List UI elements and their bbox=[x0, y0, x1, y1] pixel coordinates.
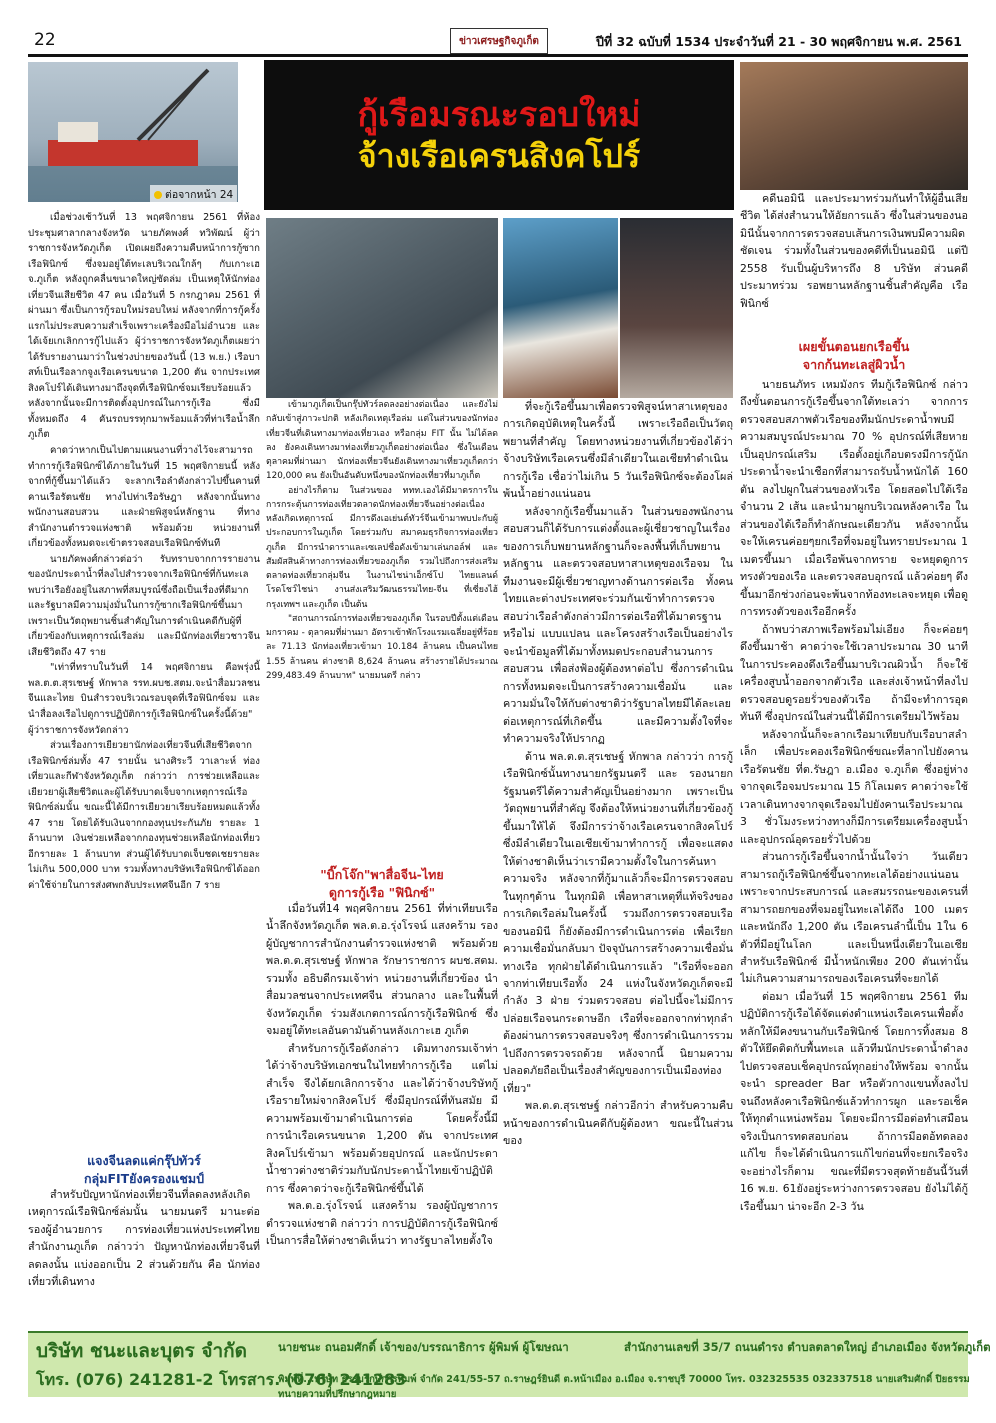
column-4-continued bbox=[740, 376, 968, 1328]
paragraph: เข้ามาภูเก็ตเป็นกรุ๊ปทัวร์ลดลงอย่างต่อเนื่อง และยังไม่กลับเข้าสู่ภาวะปกติ หลังเกิดเหตุเรือล่ม แต่ในส่วนของนักท่องเที่ยวจีนที่เดินทางมาท่องเที่ยวเอง หรือกลุ่ม FIT นั้น ไม่ได้ลดลง ยังคงเดินทางมาท่องเที่ยวภูเก็ตอย่างต่อเนื่อง ซึ่งในเดือนตุลาคมที่ผ่านมา นักท่องเที่ยวจีนยังเดินทางมาเที่ยวภูเก็ตกว่า 120,000 คน ยังเป็นอันดับหนึ่งของนักท่องเที่ยวที่มาภูเก็ต bbox=[266, 400, 498, 482]
footer-company: บริษัท ชนะและบุตร จำกัด bbox=[36, 1340, 247, 1362]
crane-ship-illustration bbox=[28, 62, 238, 202]
footer-address: สำนักงานเลขที่ 35/7 ถนนดำรง ตำบลตลาดใหญ่ อำเภอเมือง จังหวัดภูเก็ต bbox=[624, 1340, 991, 1354]
page-number: 22 bbox=[34, 30, 56, 50]
subheading-media bbox=[266, 866, 498, 902]
paragraph: "สถานการณ์การท่องเที่ยวของภูเก็ต ในรอบปีตั้งแต่เดือน มกราคม - ตุลาคมที่ผ่านมา อัตราเข้าพักโรงแรมเฉลี่ยอยู่ที่ร้อยละ 71.13 นักท่องเที่ยวเข้ามา 10.184 ล้านคน เป็นคนไทย 1.55 ล้านคน ต่างชาติ 8,624 ล้านคน สร้างรายได้ประมาณ 299,483.49 ล้านบาท" นายมนตรี กล่าว bbox=[266, 613, 498, 681]
headline-box bbox=[264, 60, 734, 210]
paragraph: หลังจากนั้นก็จะลากเรือมาเทียบกับเรือบาสลำเล็ก เพื่อประคองเรือฟินิกซ์ขณะที่ลากไปยังคานเรือรัตนชัย ที่ต.รัษฎา อ.เมือง จ.ภูเก็ต ซึ่งอยู่ห่างจากจุดเรือจมประมาณ 15 กิโลเมตร คาดว่าจะใช้เวลาเดินทางจากจุดเรือจมไปยังคานเรือประมาณ 3 ชั่วโมงระหว่างทางก็มีการเตรียมเครื่องสูบน้ำ และอุปกรณ์อุดรอยรั่วไปด้วย bbox=[740, 727, 968, 846]
paragraph: นายธนภัทร เหมมังกร ทีมกู้เรือฟินิกซ์ กล่าวถึงขั้นตอนการกู้เรือขึ้นจากใต้ทะเลว่า จากการตรวจสอบสภาพตัวเรือของทีมนักประดาน้ำพบมีความสมบูรณ์ประมาณ 70 % อุปกรณ์ที่เสียหายเป็นอุปกรณ์เสริม เรือตั้งอยู่เกือบตรงมีการกู้นักประดาน้ำจะนำเชือกที่สามารถรับน้ำหนักได้ 160 ตัน ลงไปผูกในส่วนของหัวเรือ โดยสอดไปใต้เรือจำนวน 2 เส้น และนำมาผูกบริเวณหลังคาเรือ ในส่วนของได้เรือก็ทำลักษณะเดียวกัน หลังจากนั้นจะให้เครนค่อยๆยกเรือที่จมอยู่ในทรายประมาณ 1 เมตรขึ้นมา เมื่อเรือพ้นจากทราย จะหยุดดูการทรงตัวของเรือ และตรวจสอบอุกรณ์ แล้วค่อยๆ ดึงขึ้นมาอีกช่วงก่อนจะพ้นจากท้องทะเลจะหยุด เพื่อดูการทรงตัวของเรืออีกครั้ง bbox=[740, 378, 968, 619]
subheading-line: เผยขั้นตอนยกเรือขึ้น bbox=[798, 339, 910, 354]
issue-info: ปีที่ 32 ฉบับที่ 1534 ประจำวันที่ 21 - 30 พฤศจิกายน พ.ศ. 2561 bbox=[596, 34, 962, 49]
paragraph: ด้าน พล.ต.ต.สุรเชษฐ์ หักพาล กล่าวว่า การกู้เรือฟินิกซ์นั้นทางนายกรัฐมนตรี และ รองนายกรัฐมนตรีได้ความสำคัญเป็นอย่างมาก เพราะเป็นวัตถุพยานที่สำคัญ จึงต้องให้หน่วยงานที่เกี่ยวข้องกู้ขึ้นมาให้ได้ จึงมีการว่าจ้างเรือเครนจากสิงคโปร์ซึ่งมีลำเดียวในเอเชียเข้ามาทำการกู้ เพื่อจะแสดงให้ต่างชาติเห็นว่าเรามีความตั้งใจในการค้นหาความจริง หลังจากที่กู้มาแล้วก็จะมีการตรวจสอบในทุกๆด้าน ในทุกมิติ เพื่อหาสาเหตุที่แท้จริงของการเกิดเรือล่มในครั้งนี้ รวมถึงการตรวจสอบเรือของนอมินี ก็ยังต้องมีการดำเนินการต่อ เพื่อเรียกความเชื่อมั่นกลับมา ปัจจุบันการสร้างความเชื่อมั่นทางเรือ ทุกฝ่ายได้ดำเนินการแล้ว "เรือที่จะออกจากท่าเทียบเรือทั้ง 24 แห่งในจังหวัดภูเก็ตจะมีกำลัง 3 ฝ่าย ร่วมตรวจสอบ ต่อไปนี้จะไม่มีการปล่อยเรือจนกระดาษอีก เรือที่จะออกจากท่าทุกลำต้องผ่านการตรวจสอบจริงๆ ซึ่งการดำเนินการรวมไปถึงการตรวจรถด้วย หลังจากนี้ นิยามความปลอดภัยถือเป็นเรื่องสำคัญของการเป็นเมืองท่องเที่ยว" bbox=[503, 749, 733, 1095]
column-2-continued bbox=[266, 900, 498, 1328]
paragraph: ต่อมา เมื่อวันที่ 15 พฤศจิกายน 2561 ทีมปฏิบัติการกู้เรือได้จัดแต่งตำแหน่งเรือเครนเพื่อตั้งหลักให้มีคงขนานกับเรือฟินิกซ์ โดยการทิ้งสมอ 8 ตัวให้ยึดติดกับพื้นทะเล แล้วทีมนักประดาน้ำดำลงไปตรวจสอบเช็คอุปกรณ์ทุกอย่างให้พร้อม จากนั้นจะนำ spreader Bar หรือตัวกางแขนทั้งลงไปจนถึงหลังคาเรือฟินิกซ์แล้วทำการผูก และรอเช็คให้ทุกตำแหน่งพร้อม โดยจะมีการมีอต่อทำเสมือนจริงเป็นการทดสอบก่อน ถ้าการมีอตอ้ทดลองแก้ไข ก็จะได้ดำเนินการแก้ไขก่อนที่จะยกเรือจริง จะอย่างไรก็ตาม ขณะที่มีตรวจสุดท้ายอันนี้วันที่ 16 พ.ย. 61ยังอยู่ระหว่างการตรวจสอบ ยังไม่ได้กู้เรือขึ้นมา น่าจะอีก 2-3 วัน bbox=[740, 989, 968, 1213]
bullet-icon bbox=[154, 191, 162, 199]
column-1 bbox=[28, 210, 260, 910]
subheading-line: กลุ่มFITยังครองแชมป์ bbox=[83, 1171, 204, 1187]
subheading-line: จากก้นทะเลสู่ผิวน้ำ bbox=[802, 357, 906, 373]
subheading-tourism bbox=[28, 1152, 260, 1188]
continued-text: ต่อจากหน้า 24 bbox=[165, 189, 234, 201]
paragraph: ที่จะกู้เรือขึ้นมาเพื่อตรวจพิสูจน์หาสาเหตุของการเกิดอุบัติเหตุในครั้งนี้ เพราะเรือถือเป็นวัตถุพยานที่สำคัญ โดยทางหน่วยงานที่เกี่ยวข้องได้ว่าจ้างบริษัทเรือเครนซึ่งมีลำเดียวในเอเชียทำดำเนินการกู้เรือ เชื่อว่าไม่เกิน 5 วันเรือฟินิกซ์จะต้องโผล่พ้นน้ำอย่างแน่นอน bbox=[503, 400, 733, 501]
subheading-line: "บิ๊กโจ๊ก"พาสื่อจีน-ไทย bbox=[320, 867, 444, 882]
paragraph: สำหรับการกู้เรือดังกล่าว เดิมทางกรมเจ้าท่าได้ว่าจ้างบริษัทเอกชนในไทยทำการกู้เรือ แต่ไม่สำเร็จ จึงได้ยกเลิกการจ้าง และได้ว่าจ้างบริษัทกู้เรือรายใหม่จากสิงคโปร์ ซึ่งมีอุปกรณ์ที่ทันสมัย มีความพร้อมเข้ามาดำเนินการต่อ โดยครั้งนี้มีการนำเรือเครนขนาด 1,200 ตัน จากประเทศสิงคโปร์เข้ามา พร้อมด้วยอุปกรณ์ และนักประดาน้ำชาวต่างชาติร่วมกับนักประดาน้ำไทยเข้าปฏิบัติการ ซึ่งคาดว่าจะกู้เรือฟินิกซ์ขึ้นได้ bbox=[266, 1041, 498, 1195]
paragraph: พล.ต.อ.รุ่งโรจน์ แสงคร้าม รองผู้บัญชาการตำรวจแห่งชาติ กล่าวว่า การปฏิบัติการกู้เรือฟินิกซ์เป็นการสื่อให้ต่างชาติเห็นว่า ทางรัฐบาลไทยตั้งใจ bbox=[266, 1199, 498, 1248]
paragraph: เมื่อวันที่14 พฤศจิกายน 2561 ที่ท่าเทียบเรือน้ำลึกจังหวัดภูเก็ต พล.ต.อ.รุ่งโรจน์ แสงคร้าม รองผู้บัญชาการสำนักงานตำรวจแห่งชาติ พร้อมด้วย พล.ต.ต.สุรเชษฐ์ หักพาล รักษาราชการ ผบช.สตม. รวมทั้ง อธิบดีกรมเจ้าท่า หน่วยงานที่เกี่ยวข้อง นำสื่อมวลชนจากประเทศจีน ส่วนกลาง และในพื้นที่จังหวัดภูเก็ต ร่วมสังเกตการณ์การกู้เรือฟินิกซ์ ซึ่งจมอยู่ใต้ทะเลอันดามันด้านหลังเกาะเฮ ภูเก็ต bbox=[266, 902, 498, 1038]
header-rule bbox=[28, 54, 968, 57]
subheading-lift-steps bbox=[740, 338, 968, 374]
paragraph: ส่วนเรื่องการเยียวยานักท่องเที่ยวจีนที่เสียชีวิตจากเรือฟินิกซ์ล่มทั้ง 47 รายนั้น นางศิระวี วาเลาะห์ ท่องเที่ยวและกีฬาจังหวัดภูเก็ต กล่าวว่า การช่วยเหลือและเยียวยาผู้เสียชีวิตและผู้ได้รับบาดเจ็บจากเหตุการณ์เรือฟินิกซ์ล่มนั้น ขณะนี้ได้มีการเยียวยาเรียบร้อยหมดแล้วทั้ง 47 ราย โดยได้รับเงินจากกองทุนประกันภัย รายละ 1 ล้านบาท เงินช่วยเหลือจากกองทุนช่วยเหลือนักท่องเที่ยวอีกรายละ 1 ล้านบาท ส่วนผู้ได้รับบาดเจ็บชดเชยรายละไม่เกิน 500,000 บาท รวมทั้งทางบริษัทเรือฟินิกซ์ได้ออกค่าใช้จ่ายในการส่งศพกลับประเทศจีนอีก 7 ราย bbox=[28, 740, 260, 891]
headline-line-2: จ้างเรือเครนสิงคโปร์ bbox=[357, 137, 641, 176]
paragraph: อย่างไรก็ตาม ในส่วนของ ททท.เองได้มีมาตรการในการกระตุ้นการท่องเที่ยวตลาดนักท่องเที่ยวจีนอย่างต่อเนื่องหลังเกิดเหตุการณ์ มีการดึงเอเย่นต์ทัวร์จีนเข้ามาพบปะกับผู้ประกอบการในภูเก็ต โดยร่วมกับ สมาคมธุรกิจการท่องเที่ยวภูเก็ต มีการนำดาราและเซเลปชื่อดังเข้ามาเล่นกอล์ฟ และสัมผัสสินค้าทางการท่องเที่ยวของภูเก็ต รวมไปถึงการส่งเสริมตลาดท่องเที่ยวกลุ่มจีน ในงานไชน่าเอ็กซ์โป ไทยแลนด์โรดโชว์ไชน่า งานส่งเสริมวัฒนธรรมไทย-จีน ที่เซี่ยงไฮ้ กรุงเทพฯ และภูเก็ต เป็นต้น bbox=[266, 485, 498, 610]
crane-ship-photo bbox=[28, 62, 238, 202]
footer-owner: นายชนะ ถนอมศักดิ์ เจ้าของ/บรรณาธิการ ผู้พิมพ์ ผู้โฆษณา bbox=[278, 1340, 569, 1354]
continued-tag bbox=[150, 185, 237, 204]
paragraph: นายภัคพงศ์กล่าวต่อว่า รับทราบจากการรายงานของนักประดาน้ำที่ลงไปสำรวจจากเรือฟินิกซ์ที่ก้นทะเล พบว่าเรือยังอยู่ในสภาพที่สมบูรณ์ซึ่งถือเป็นเรื่องที่ดีมาก และรัฐบาลมีความมุ่งมั่นในการกู้ซากเรือฟินิกซ์ขึ้นมา เพราะเป็นวัตถุพยานชิ้นสำคัญในการดำเนินคดีกับผู้ที่เกี่ยวข้องกับเหตุการณ์เรือล่ม และมีนักท่องเที่ยวชาวจีนเสียชีวิตถึง 47 ราย bbox=[28, 553, 260, 658]
headline-line-1: กู้เรือมรณะรอบใหม่ bbox=[357, 94, 641, 135]
subheading-line: ดูการกู้เรือ "ฟินิกซ์" bbox=[328, 885, 436, 901]
paragraph: หลังจากกู้เรือขึ้นมาแล้ว ในส่วนของพนักงานสอบสวนก็ได้รับการแต่งตั้งและผู้เชี่ยวชาญในเรื่องของการเก็บพยานหลักฐานก็จะลงพื้นที่เก็บพยานหลักฐาน และตรวจสอบหาสาเหตุของเรือจม ในทีมงานจะมีผู้เชี่ยวชาญทางด้านการต่อเรือ ทั้งคนไทยและต่างประเทศจะร่วมกันเข้าทำการตรวจสอบว่าเรือลำดังกล่าวมีการต่อเรือที่ได้มาตรฐานหรือไม่ แบบแปลน และโครงสร้างเรือเป็นอย่างไร จะนำข้อมูลที่ได้มาทั้งหมดประกอบสำนวนการสอบสวน เพื่อส่งฟ้องผู้ต้องหาต่อไป ซึ่งการดำเนินการทั้งหมดจะเป็นการสร้างความเชื่อมั่น และความมั่นใจให้กับต่างชาติว่ารัฐบาลไทยมีได้ละเลยต่อเหตุการณ์ที่เกิดขึ้น และมีความตั้งใจที่จะทำความจริงให้ปรากฏ bbox=[503, 504, 733, 746]
paragraph: ถ้าพบว่าสภาพเรือพร้อมไม่เอียง ก็จะค่อยๆ ดึงขึ้นมาช้า คาดว่าจะใช้เวลาประมาณ 30 นาทีในการประคองดึงเรือขึ้นมาบริเวณผิวน้ำ ก็จะใช้เครื่องสูบน้ำออกจากตัวเรือ และส่งเจ้าหน้าที่ลงไปตรวจสอบดูรอยรั่วของตัวเรือ ถ้ามีจะทำการอุดทันที ซึ่งอุปกรณ์ในส่วนนี้ได้มีการเตรียมไว้พร้อม bbox=[740, 622, 968, 724]
paragraph: คดีนอมินี และประมาทร่วมกันทำให้ผู้อื่นเสียชีวิต ได้ส่งสำนวนให้อัยการแล้ว ซึ่งในส่วนของนอมินีนั้นจากการตรวจสอบเส้นการเงินพบมีความผิดชัดเจน ร่วมทั้งในส่วนของคดีที่เป็นนอมินี แต่ปี 2558 รับเป็นผู้บริหารถึง 8 บริษัท ส่วนคดีประมาทร่วม รอพยานหลักฐานชิ้นสำคัญคือ เรือฟินิกซ์ bbox=[740, 192, 968, 310]
column-4 bbox=[740, 190, 968, 330]
paragraph: พล.ต.ต.สุรเชษฐ์ กล่าวอีกว่า สำหรับความคืบหน้าของการดำเนินคดีกับผู้ต้องหา ขณะนี้ในส่วนของ bbox=[503, 1099, 733, 1148]
column-2 bbox=[266, 398, 498, 694]
subheading-line: แจงจีนลดแค่กรุ๊ปทัวร์ bbox=[87, 1153, 201, 1168]
paragraph: คาดว่าหากเป็นไปตามแผนงานที่วางไว้จะสามารถทำการกู้เรือฟินิกซ์ได้ภายในวันที่ 15 พฤศจิกายนนี้ หลังจากที่กู้ขึ้นมาได้แล้ว จะลากเรือลำดังกล่าวไปขึ้นคานที่คานเรือรัตนชัย ทางไปท่าเรือรัษฎา หลังจากนั้นทางพนักงานสอบสวน และฝ่ายพิสูจน์หลักฐาน ที่ทางสำนักงานตำรวจแห่งชาติ พร้อมด้วย หน่วยงานที่เกี่ยวข้องทั้งหมดจะเข้าตรวจสอบเรือฟินิกซ์ทันที bbox=[28, 444, 260, 550]
team-photo bbox=[620, 218, 733, 398]
officials-inspect-photo bbox=[266, 218, 498, 398]
column-1-continued bbox=[28, 1186, 260, 1326]
footer-printer: พิมพ์ที่...บริษัท ธรรมรักษ์การพิมพ์ จำกัด 241/55-57 ถ.ราษฎร์ยินดี ต.หน้าเมือง อ.เมือง จ.ราชบุรี 70000 โทร. 032325535 032337518 นายเสริมศักดิ์ ปิยธรรม ทนายความที่ปรึกษากฎหมาย bbox=[278, 1374, 970, 1400]
column-3 bbox=[503, 398, 733, 1328]
paragraph: สำหรับปัญหานักท่องเที่ยวจีนที่ลดลงหลังเกิดเหตุการณ์เรือฟินิกซ์ล่มนั้น นายมนตรี มานะต่อ รองผู้อำนวยการ การท่องเที่ยวแห่งประเทศไทย สำนักงานภูเก็ต กล่าวว่า ปัญหานักท่องเที่ยวจีนที่ลดลงนั้น แบ่งออกเป็น 2 ส่วนด้วยกัน คือ นักท่องเที่ยวที่เดินทาง bbox=[28, 1188, 260, 1289]
paragraph: เมื่อช่วงเช้าวันที่ 13 พฤศจิกายน 2561 ที่ห้องประชุมศาลากลางจังหวัด นายภัคพงศ์ ทวิพัฒน์ ผู้ว่าราชการจังหวัดภูเก็ต เปิดเผยถึงความคืบหน้าการกู้ซากเรือฟินิกซ์ ซึ่งจมอยู่ใต้ทะเลบริเวณใกล้ๆ กับเกาะเฮ จ.ภูเก็ต หลังถูกคลื่นขนาดใหญ่ซัดล่ม เป็นเหตุให้นักท่องเที่ยวจีนเสียชีวิต 47 คน เมื่อวันที่ 5 กรกฎาคม 2561 ที่ผ่านมา ซึ่งเป็นการกู้รอบใหม่รอบใหม่ หลังจากที่การกู้ครั้งแรกไม่ประสบความสำเร็จเพราะเครื่องมือไม่อำนวย และได้เจ้ยเกเลิกการกู้ไปแล้ว ผู้ว่าราชการจังหวัดภูเก็ตเผยว่า ได้รับรายงานมาว่าในช่วงบ่ายของวันนี้ (13 พ.ย.) เรือบาสท์เป็นเรือลากจูงเรือเครนขนาด 1,200 ตัน จากประเทศสิงคโปร์ได้เดินทางมาถึงจุดที่เรือฟินิกซ์จมเรียบร้อยแล้ว หลังจากนั้นจะมีการติดตั้งอุปกรณ์ในการกู้เรือ ซึ่งมีทั้งหมดถึง 4 คันรถบรรทุกมาพร้อมแล้วที่ท่าเรือน้ำลึกภูเก็ต bbox=[28, 212, 260, 441]
footer-phone: โทร. (076) 241281-2 โทรสาร. (076) 241283 bbox=[36, 1370, 407, 1389]
briefing-board-photo bbox=[503, 218, 618, 398]
paragraph: ส่วนการกู้เรือขึ้นจากน้ำนั้นใจว่า วันเดียวสามารถกู้เรือฟินิกซ์ขึ้นจากทะเลได้อย่างแน่นอน เพราะจากประสบการณ์ และสมรรถนะของเครนที่สามารถยกของที่จมอยู่ในทะเลได้ถึง 100 เมตร และหนักถึง 1,200 ตัน เรือเครนลำนี้เป็น 1ใน 6 ตัวที่มีอยู่ในโลก และเป็นหนึ่งเดียวในเอเชีย สำหรับเรือฟินิกซ์ มีน้ำหนักเพียง 200 ตันเท่านั้น ไม่เกินความสามารถของเรือเครนที่จะยกได้ bbox=[740, 850, 968, 986]
paragraph: "เท่าที่ทราบในวันที่ 14 พฤศจิกายน คือพรุ่งนี้ พล.ต.ต.สุรเชษฐ์ หักพาล รรท.ผบช.สตม.จะนำสื่อมวลชนจีนและไทย บินสำรวจบริเวณรอบจุดที่เรือฟินิกซ์จม และนำสื่อลงเรือไปดูการปฏิบัติการกู้เรือฟินิกซ์ในครั้งนี้ด้วย" ผู้ว่าราชการจังหวัดกล่าว bbox=[28, 662, 260, 736]
newspaper-logo: ข่าวเศรษฐกิจภูเก็ต bbox=[450, 28, 548, 54]
officials-photo bbox=[740, 62, 968, 190]
